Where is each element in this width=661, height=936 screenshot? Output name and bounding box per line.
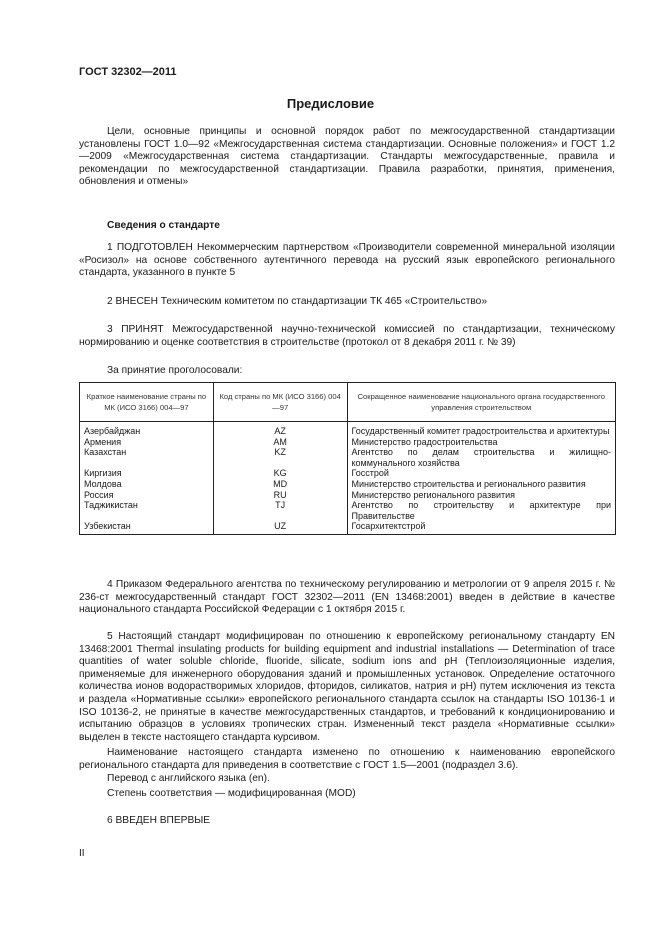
item-4-paragraph	[79, 579, 615, 617]
organ-cell: Министерство градостроительства	[347, 437, 616, 448]
voting-table	[79, 382, 616, 535]
table-row	[80, 490, 616, 501]
country-cell: Таджикистан	[80, 500, 214, 521]
code-cell: KG	[213, 468, 347, 479]
page-title: Предисловие	[286, 96, 375, 111]
code-cell: RU	[213, 490, 347, 501]
item-5-text: 5 Настоящий стандарт модифицирован по отношению к европейскому региональному стандарту EN 13468:2001 Thermal insulating products for building equipment and industrial installations — Determination of trace quantities of water soluble chloride, fluoride, silicate, sodium ions and pH (Теплоизоляционные изделия, применяемые для инженерного оборудования зданий и промышленных установок. Определение остаточного количества ионов водорастворимых хлоридов, фторидов, силикатов, натрия и pH) путем исключения из текста и раздела «Нормативные ссылки» европейского регионального стандарта ссылок на стандарты ISO 10136-1 и ISO 10136-2, не принятые в качестве межгосударственных стандартов, и требований к кондиционированию и испытанию образцов в условиях тропических стран. Измененный текст раздела «Нормативные ссылки» выделен в тексте настоящего стандарта курсивом.	[79, 631, 615, 743]
table-row	[80, 422, 616, 437]
header-code: Код страны по МК (ИСО 3166) 004—97	[213, 383, 347, 422]
organ-cell: Государственный комитет градостроительства и архитектуры	[347, 422, 616, 437]
table-header-row	[80, 383, 616, 422]
item-2-text: 2 ВНЕСЕН Техническим комитетом по стандартизации ТК 465 «Строительство»	[107, 296, 487, 307]
organ-cell: Госархитектстрой	[347, 521, 616, 534]
code-cell: TJ	[213, 500, 347, 521]
item-1-text: 1 ПОДГОТОВЛЕН Некоммерческим партнерством «Производители современной минеральной изоляции «Росизол» на основе собственного аутентичного перевода на русский язык европейского регионального стандарта, указанного в пункте 5	[79, 242, 615, 279]
code-cell: UZ	[213, 521, 347, 534]
item-3-paragraph	[79, 324, 615, 349]
country-cell: Киргизия	[80, 468, 214, 479]
intro-text: Цели, основные принципы и основной порядок работ по межгосударственной стандартизации установлены ГОСТ 1.0—92 «Межгосударственная система стандартизации. Основные положения» и ГОСТ 1.2—2009 «Межгосударственная система стандартизации. Стандарты межгосударственные, правила и рекомендации по межгосударственной стандартизации. Правила разработки, принятия, применения, обновления и отмены»	[79, 126, 615, 188]
translation-line: Перевод с английского языка (en).	[107, 773, 270, 784]
table-row	[80, 437, 616, 448]
table-row	[80, 447, 616, 468]
organ-cell: Агентство по делам строительства и жилищно-коммунального хозяйства	[347, 447, 616, 468]
table-row	[80, 500, 616, 521]
item-5-name-text: Наименование настоящего стандарта изменено по отношению к наименованию европейского регионального стандарта для приведения в соответствие с ГОСТ 1.5—2001 (подраздел 3.6).	[79, 747, 615, 771]
code-cell: KZ	[213, 447, 347, 468]
organ-cell: Агентство по строительству и архитектуре при Правительстве	[347, 500, 616, 521]
item-6-line: 6 ВВЕДЕН ВПЕРВЫЕ	[107, 815, 211, 826]
item-1-paragraph	[79, 242, 615, 280]
table-row	[80, 521, 616, 534]
item-5-paragraph	[79, 631, 615, 744]
country-cell: Казахстан	[80, 447, 214, 468]
page-number: II	[79, 848, 85, 859]
organ-cell: Министерство регионального развития	[347, 490, 616, 501]
country-cell: Узбекистан	[80, 521, 214, 534]
item-5-name-paragraph	[79, 747, 615, 772]
country-cell: Россия	[80, 490, 214, 501]
table-row	[80, 479, 616, 490]
intro-paragraph	[79, 126, 615, 189]
header-organ: Сокращенное наименование национального органа государственного управления строительством	[347, 383, 616, 422]
country-cell: Молдова	[80, 479, 214, 490]
item-4-text: 4 Приказом Федерального агентства по техническому регулированию и метрологии от 9 апреля 2015 г. № 236-ст межгосударственный стандарт ГОСТ 32302—2011 (EN 13468:2001) введен в действие в качестве национального стандарта Российской Федерации с 1 октября 2015 г.	[79, 579, 615, 616]
item-3-text: 3 ПРИНЯТ Межгосударственной научно-технической комиссией по стандартизации, техническому нормированию и оценке соответствия в строительстве (протокол от 8 декабря 2011 г. № 39)	[79, 324, 615, 348]
conformity-degree-line: Степень соответствия — модифицированная (MOD)	[107, 788, 356, 799]
country-cell: Азербайджан	[80, 422, 214, 437]
code-cell: AZ	[213, 422, 347, 437]
organ-cell: Министерство строительства и регионального развития	[347, 479, 616, 490]
document-header: ГОСТ 32302—2011	[79, 66, 177, 78]
table-row	[80, 468, 616, 479]
organ-cell: Госстрой	[347, 468, 616, 479]
item-2-paragraph	[79, 296, 615, 309]
code-cell: AM	[213, 437, 347, 448]
code-cell: MD	[213, 479, 347, 490]
country-cell: Армения	[80, 437, 214, 448]
section-subtitle: Сведения о стандарте	[107, 220, 220, 231]
header-country: Краткое наименование страны по МК (ИСО 3166) 004—97	[80, 383, 214, 422]
vote-label: За принятие проголосовали:	[107, 365, 243, 376]
